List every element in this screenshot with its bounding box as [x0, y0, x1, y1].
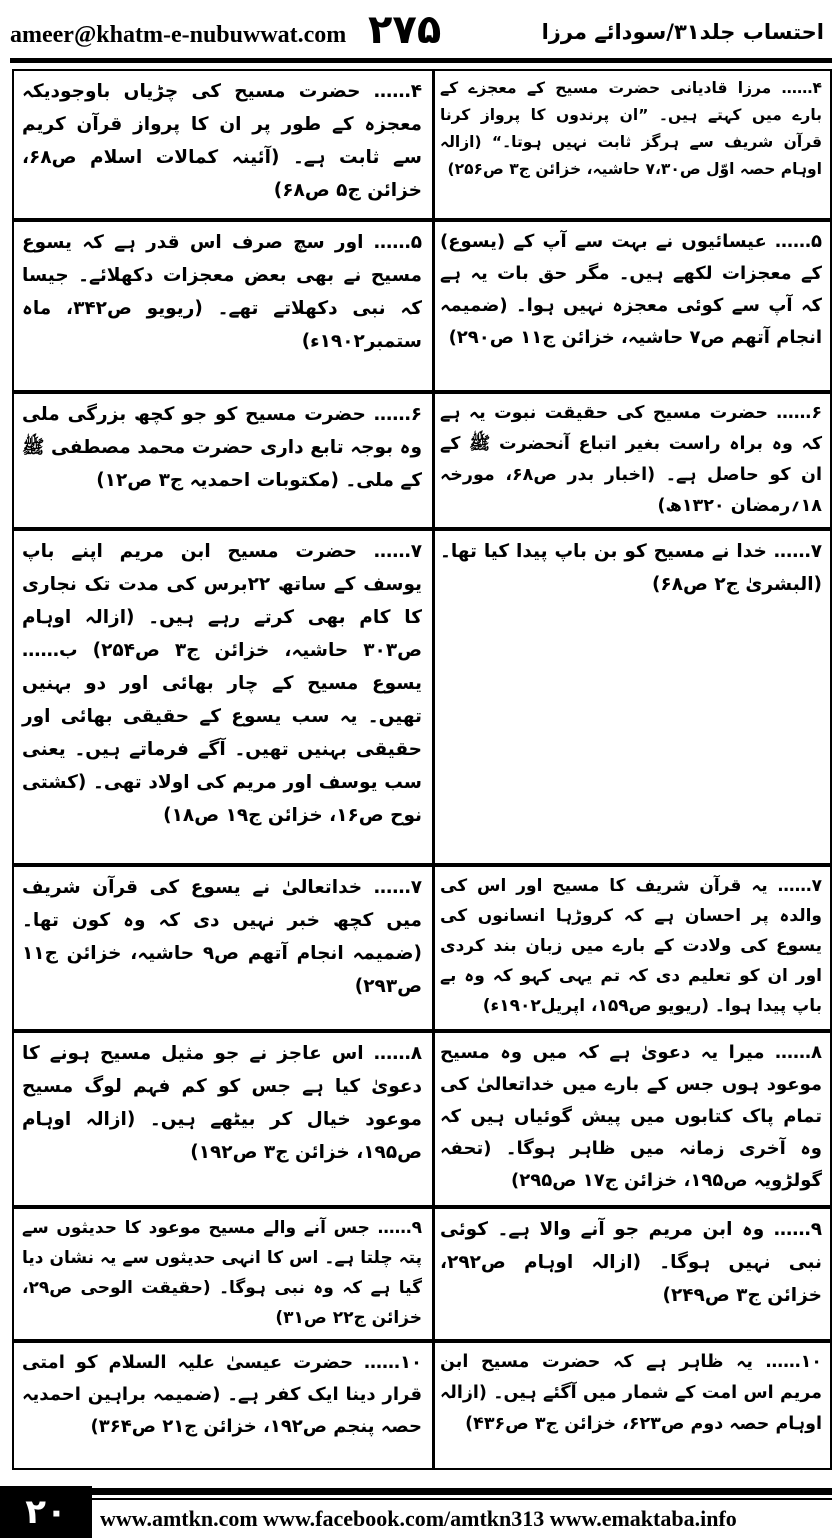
table-cell-right: ۹…… وہ ابن مریم جو آنے والا ہے۔ کوئی نبی نہیں ہوگا۔ (ازالہ اوہام ص۲۹۲، خزائن ج۳ ص۲۴۹)	[440, 1219, 822, 1306]
table-cell-left: ۷…… حضرت مسیح ابن مریم اپنے باپ یوسف کے ساتھ ۲۲برس کی مدت تک نجاری کا کام بھی کرتے رہے ہیں۔ (ازالہ اوہام ص۳۰۳ حاشیہ، خزائن ج۳ ص۲۵۴) ب…… یسوع مسیح کے چار بھائی اور دو بہنیں تھیں۔ یہ سب یسوع کے حقیقی بھائی اور حقیقی بہنیں تھیں۔ آگے فرماتے ہیں۔ یعنی سب یوسف اور مریم کی اولاد تھی۔ (کشتی نوح ص۱۶، خزائن ج۱۹ ص۱۸)	[22, 541, 423, 826]
footer-rule-thin	[92, 1498, 832, 1500]
table-cell-right: ۶…… حضرت مسیح کی حقیقت نبوت یہ ہے کہ وہ براہ راست بغیر اتباع آنحضرت ﷺ کے ان کو حاصل ہے۔ (اخبار بدر ص۶۸، مورخہ ۱۸؍رمضان ۱۳۲۰ھ)	[440, 403, 822, 516]
table-cell-right: ۸…… میرا یہ دعویٰ ہے کہ میں وہ مسیح موعود ہوں جس کے بارے میں خداتعالیٰ کی تمام پاک کتابوں میں پیش گوئیاں ہیں کہ وہ آخری زمانہ میں ظاہر ہوگا۔ (تحفہ گولڑویہ ص۱۹۵، خزائن ج۱۷ ص۲۹۵)	[440, 1042, 822, 1191]
table-cell-left: ۵…… اور سچ صرف اس قدر ہے کہ یسوع مسیح نے بھی بعض معجزات دکھلائے۔ جیسا کہ نبی دکھلاتے تھے۔ (ریویو ص۳۴۲، ماہ ستمبر۱۹۰۲ء)	[22, 232, 422, 352]
header-email: ameer@khatm-e-nubuwwat.com	[10, 22, 347, 48]
table-row	[14, 1209, 830, 1339]
table-cell-right: ۴…… مرزا قادیانی حضرت مسیح کے معجزے کے بارے میں کہتے ہیں۔ ”ان پرندوں کا پرواز کرنا قرآن شریف سے ہرگز ثابت نہیں ہوتا۔“ (ازالہ اوہام حصہ اوّل ص۷،۳۰ حاشیہ، خزائن ج۳ ص۲۵۶)	[440, 79, 822, 178]
footer-page-label: ۲۰	[0, 1486, 92, 1538]
page-footer	[0, 1478, 840, 1540]
footer-rule-thick	[92, 1488, 832, 1495]
table-cell-right: ۷…… خدا نے مسیح کو بن باپ پیدا کیا تھا۔ (البشریٰ ج۲ ص۶۸)	[440, 541, 822, 595]
table-row	[14, 1033, 830, 1205]
header-rule	[10, 58, 832, 63]
page-header	[0, 0, 840, 62]
table-cell-left: ۶…… حضرت مسیح کو جو کچھ بزرگی ملی وہ بوجہ تابع داری حضرت محمد مصطفی ﷺ کے ملی۔ (مکتوبات احمدیہ ج۳ ص۱۲)	[22, 404, 422, 491]
table-row	[14, 394, 830, 527]
table-cell-left: ۹…… جس آنے والے مسیح موعود کا حدیثوں سے پتہ چلتا ہے۔ اس کا انہی حدیثوں سے یہ نشان دیا گیا ہے کہ وہ نبی ہوگا۔ (حقیقت الوحی ص۲۹، خزائن ج۲۲ ص۳۱)	[22, 1218, 422, 1328]
table-cell-right: ۵…… عیسائیوں نے بہت سے آپ کے (یسوع) کے معجزات لکھے ہیں۔ مگر حق بات یہ ہے کہ آپ سے کوئی معجزہ نہیں ہوا۔ (ضمیمہ انجام آتھم ص۷ حاشیہ، خزائن ج۱۱ ص۲۹۰)	[440, 231, 822, 348]
table-row	[14, 1343, 830, 1470]
header-page-number: ۲۷۵	[368, 7, 442, 53]
table-cell-right: ۱۰…… یہ ظاہر ہے کہ حضرت مسیح ابن مریم اس امت کے شمار میں آگئے ہیں۔ (ازالہ اوہام حصہ دوم ص۶۲۳، خزائن ج۳ ص۴۳۶)	[440, 1352, 822, 1434]
table-cell-right: ۷…… یہ قرآن شریف کا مسیح اور اس کی والدہ پر احسان ہے کہ کروڑہا انسانوں کی یسوع کی ولادت کے بارے میں زبان بند کردی اور ان کو تعلیم دی کہ تم یہی کہو کہ وہ بے باپ پیدا ہوا۔ (ریویو ص۱۵۹، اپریل۱۹۰۲ء)	[440, 876, 822, 1016]
table-row	[14, 531, 830, 863]
table-cell-left: ۸…… اس عاجز نے جو مثیل مسیح ہونے کا دعویٰ کیا ہے جس کو کم فہم لوگ مسیح موعود خیال کر بیٹھے ہیں۔ (ازالہ اوہام ص۱۹۵، خزائن ج۳ ص۱۹۲)	[22, 1043, 422, 1163]
table-row	[14, 71, 830, 218]
comparison-table	[12, 69, 832, 1470]
table-cell-left: ۱۰…… حضرت عیسیٰ علیہ السلام کو امتی قرار دینا ایک کفر ہے۔ (ضمیمہ براہین احمدیہ حصہ پنجم ص۱۹۲، خزائن ج۲۱ ص۳۶۴)	[22, 1352, 422, 1437]
table-cell-left: ۷…… خداتعالیٰ نے یسوع کی قرآن شریف میں کچھ خبر نہیں دی کہ وہ کون تھا۔ (ضمیمہ انجام آتھم ص۹ حاشیہ، خزائن ج۱۱ ص۲۹۳)	[22, 877, 422, 997]
table-cell-left: ۴…… حضرت مسیح کی چڑیاں باوجودیکہ معجزہ کے طور پر ان کا پرواز قرآن کریم سے ثابت ہے۔ (آئینہ کمالات اسلام ص۶۸، خزائن ج۵ ص۶۸)	[22, 81, 422, 201]
table-row	[14, 867, 830, 1029]
header-book-title: احتساب جلد۳۱/سودائے مرزا	[541, 20, 824, 44]
table-row	[14, 222, 830, 390]
footer-links: www.amtkn.com www.facebook.com/amtkn313 www.emaktaba.info	[100, 1506, 737, 1531]
